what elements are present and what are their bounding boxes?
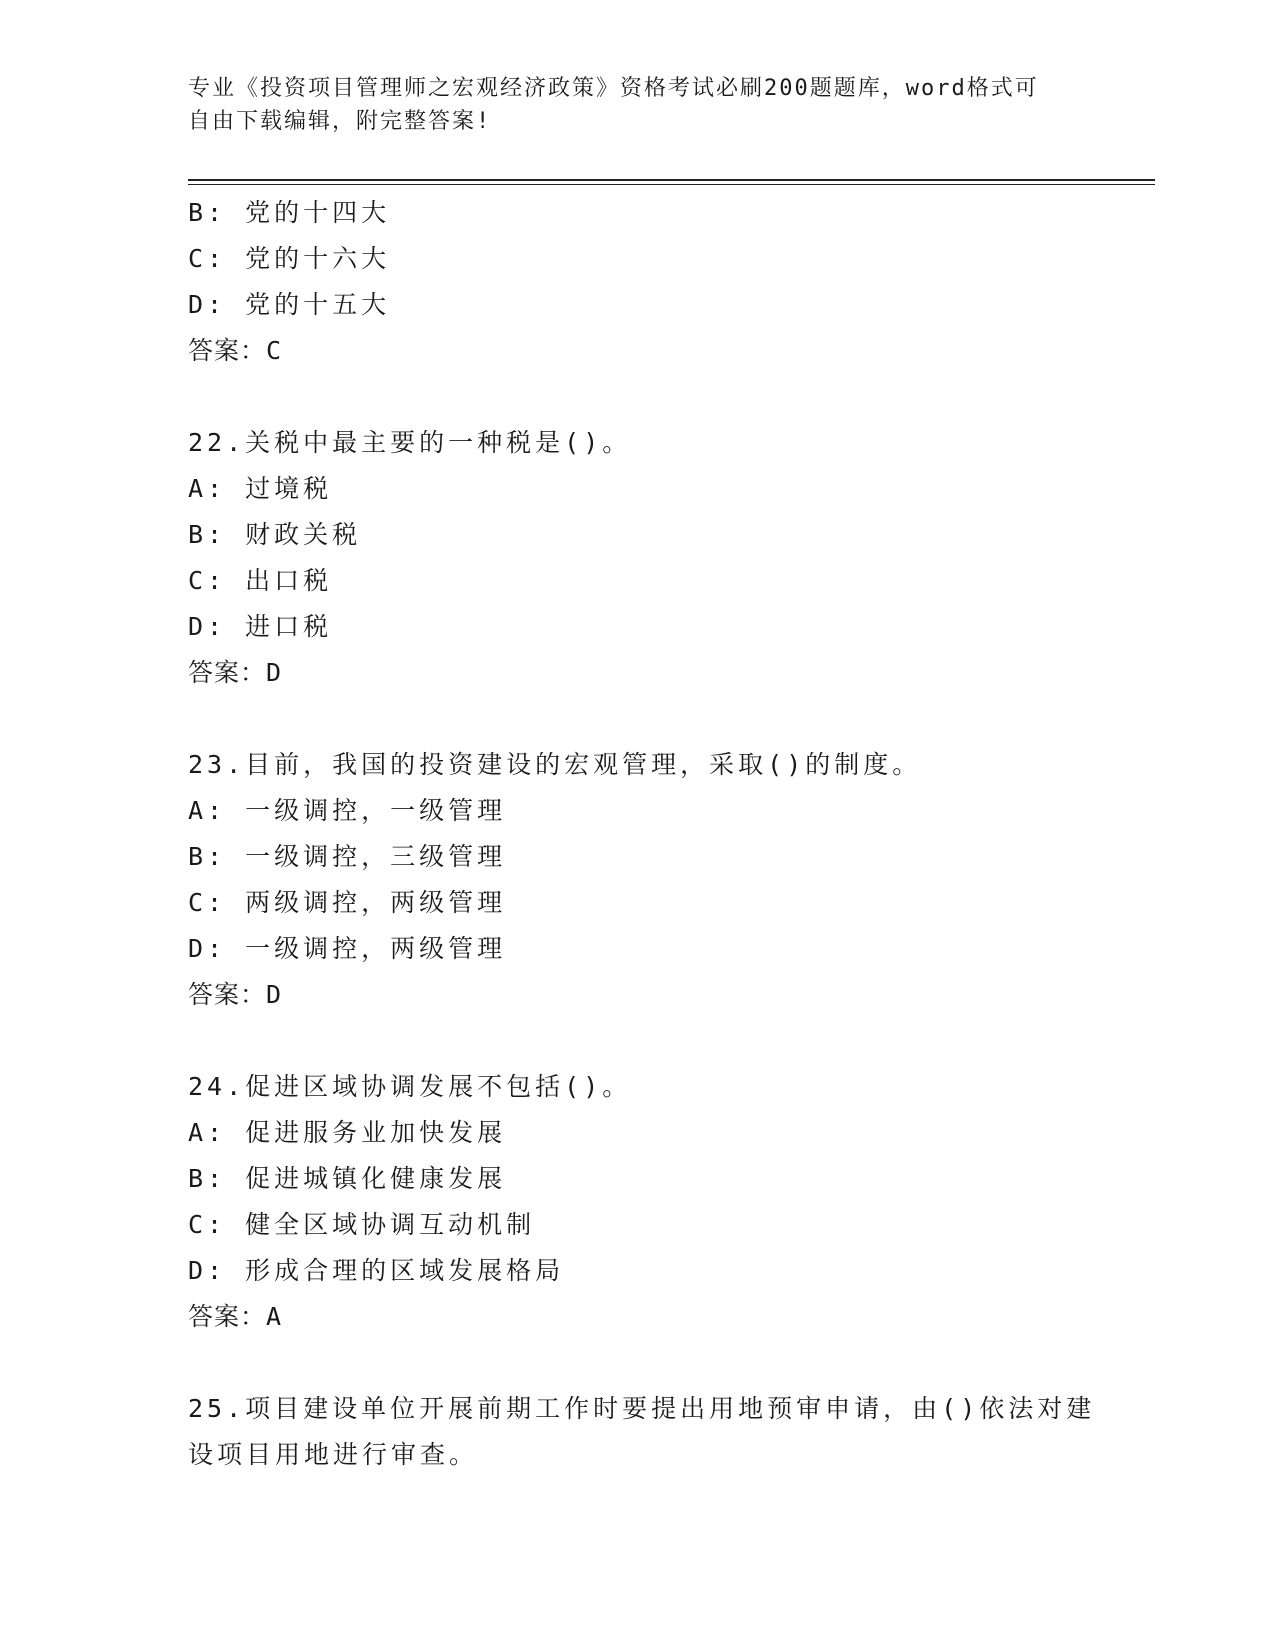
answer: 答案：C [188, 336, 283, 365]
question-text-line-1: 25.项目建设单位开展前期工作时要提出用地预审申请，由()依法对建 [188, 1394, 1096, 1423]
option-d: D: 一级调控，两级管理 [188, 934, 507, 963]
option-d: D: 进口税 [188, 612, 333, 641]
header-line-1: 专业《投资项目管理师之宏观经济政策》资格考试必刷200题题库，word格式可 [188, 76, 1039, 101]
option-b: B: 财政关税 [188, 520, 362, 549]
question-block-21-partial [188, 190, 1148, 374]
question-text: 24.促进区域协调发展不包括()。 [188, 1072, 632, 1101]
option-c: C: 党的十六大 [188, 244, 391, 273]
answer: 答案：D [188, 980, 283, 1009]
option-b: B: 促进城镇化健康发展 [188, 1164, 507, 1193]
header-line-2: 自由下载编辑，附完整答案! [188, 109, 492, 134]
question-block-25 [188, 1386, 1148, 1478]
option-b: B: 党的十四大 [188, 198, 391, 227]
question-block-23 [188, 742, 1148, 1018]
question-block-24 [188, 1064, 1148, 1340]
answer: 答案：D [188, 658, 283, 687]
option-a: A: 促进服务业加快发展 [188, 1118, 507, 1147]
option-c: C: 健全区域协调互动机制 [188, 1210, 536, 1239]
option-d: D: 党的十五大 [188, 290, 391, 319]
header-divider-thin [188, 184, 1155, 185]
option-d: D: 形成合理的区域发展格局 [188, 1256, 565, 1285]
document-body [188, 190, 1148, 1478]
option-c: C: 出口税 [188, 566, 333, 595]
option-b: B: 一级调控，三级管理 [188, 842, 507, 871]
question-text: 23.目前，我国的投资建设的宏观管理，采取()的制度。 [188, 750, 922, 779]
option-a: A: 过境税 [188, 474, 333, 503]
header-divider-thick [188, 179, 1155, 181]
option-a: A: 一级调控，一级管理 [188, 796, 507, 825]
question-text-line-2: 设项目用地进行审查。 [188, 1440, 479, 1469]
question-text: 22.关税中最主要的一种税是()。 [188, 428, 632, 457]
answer: 答案：A [188, 1302, 283, 1331]
document-header [188, 72, 1088, 138]
option-c: C: 两级调控，两级管理 [188, 888, 507, 917]
question-block-22 [188, 420, 1148, 696]
